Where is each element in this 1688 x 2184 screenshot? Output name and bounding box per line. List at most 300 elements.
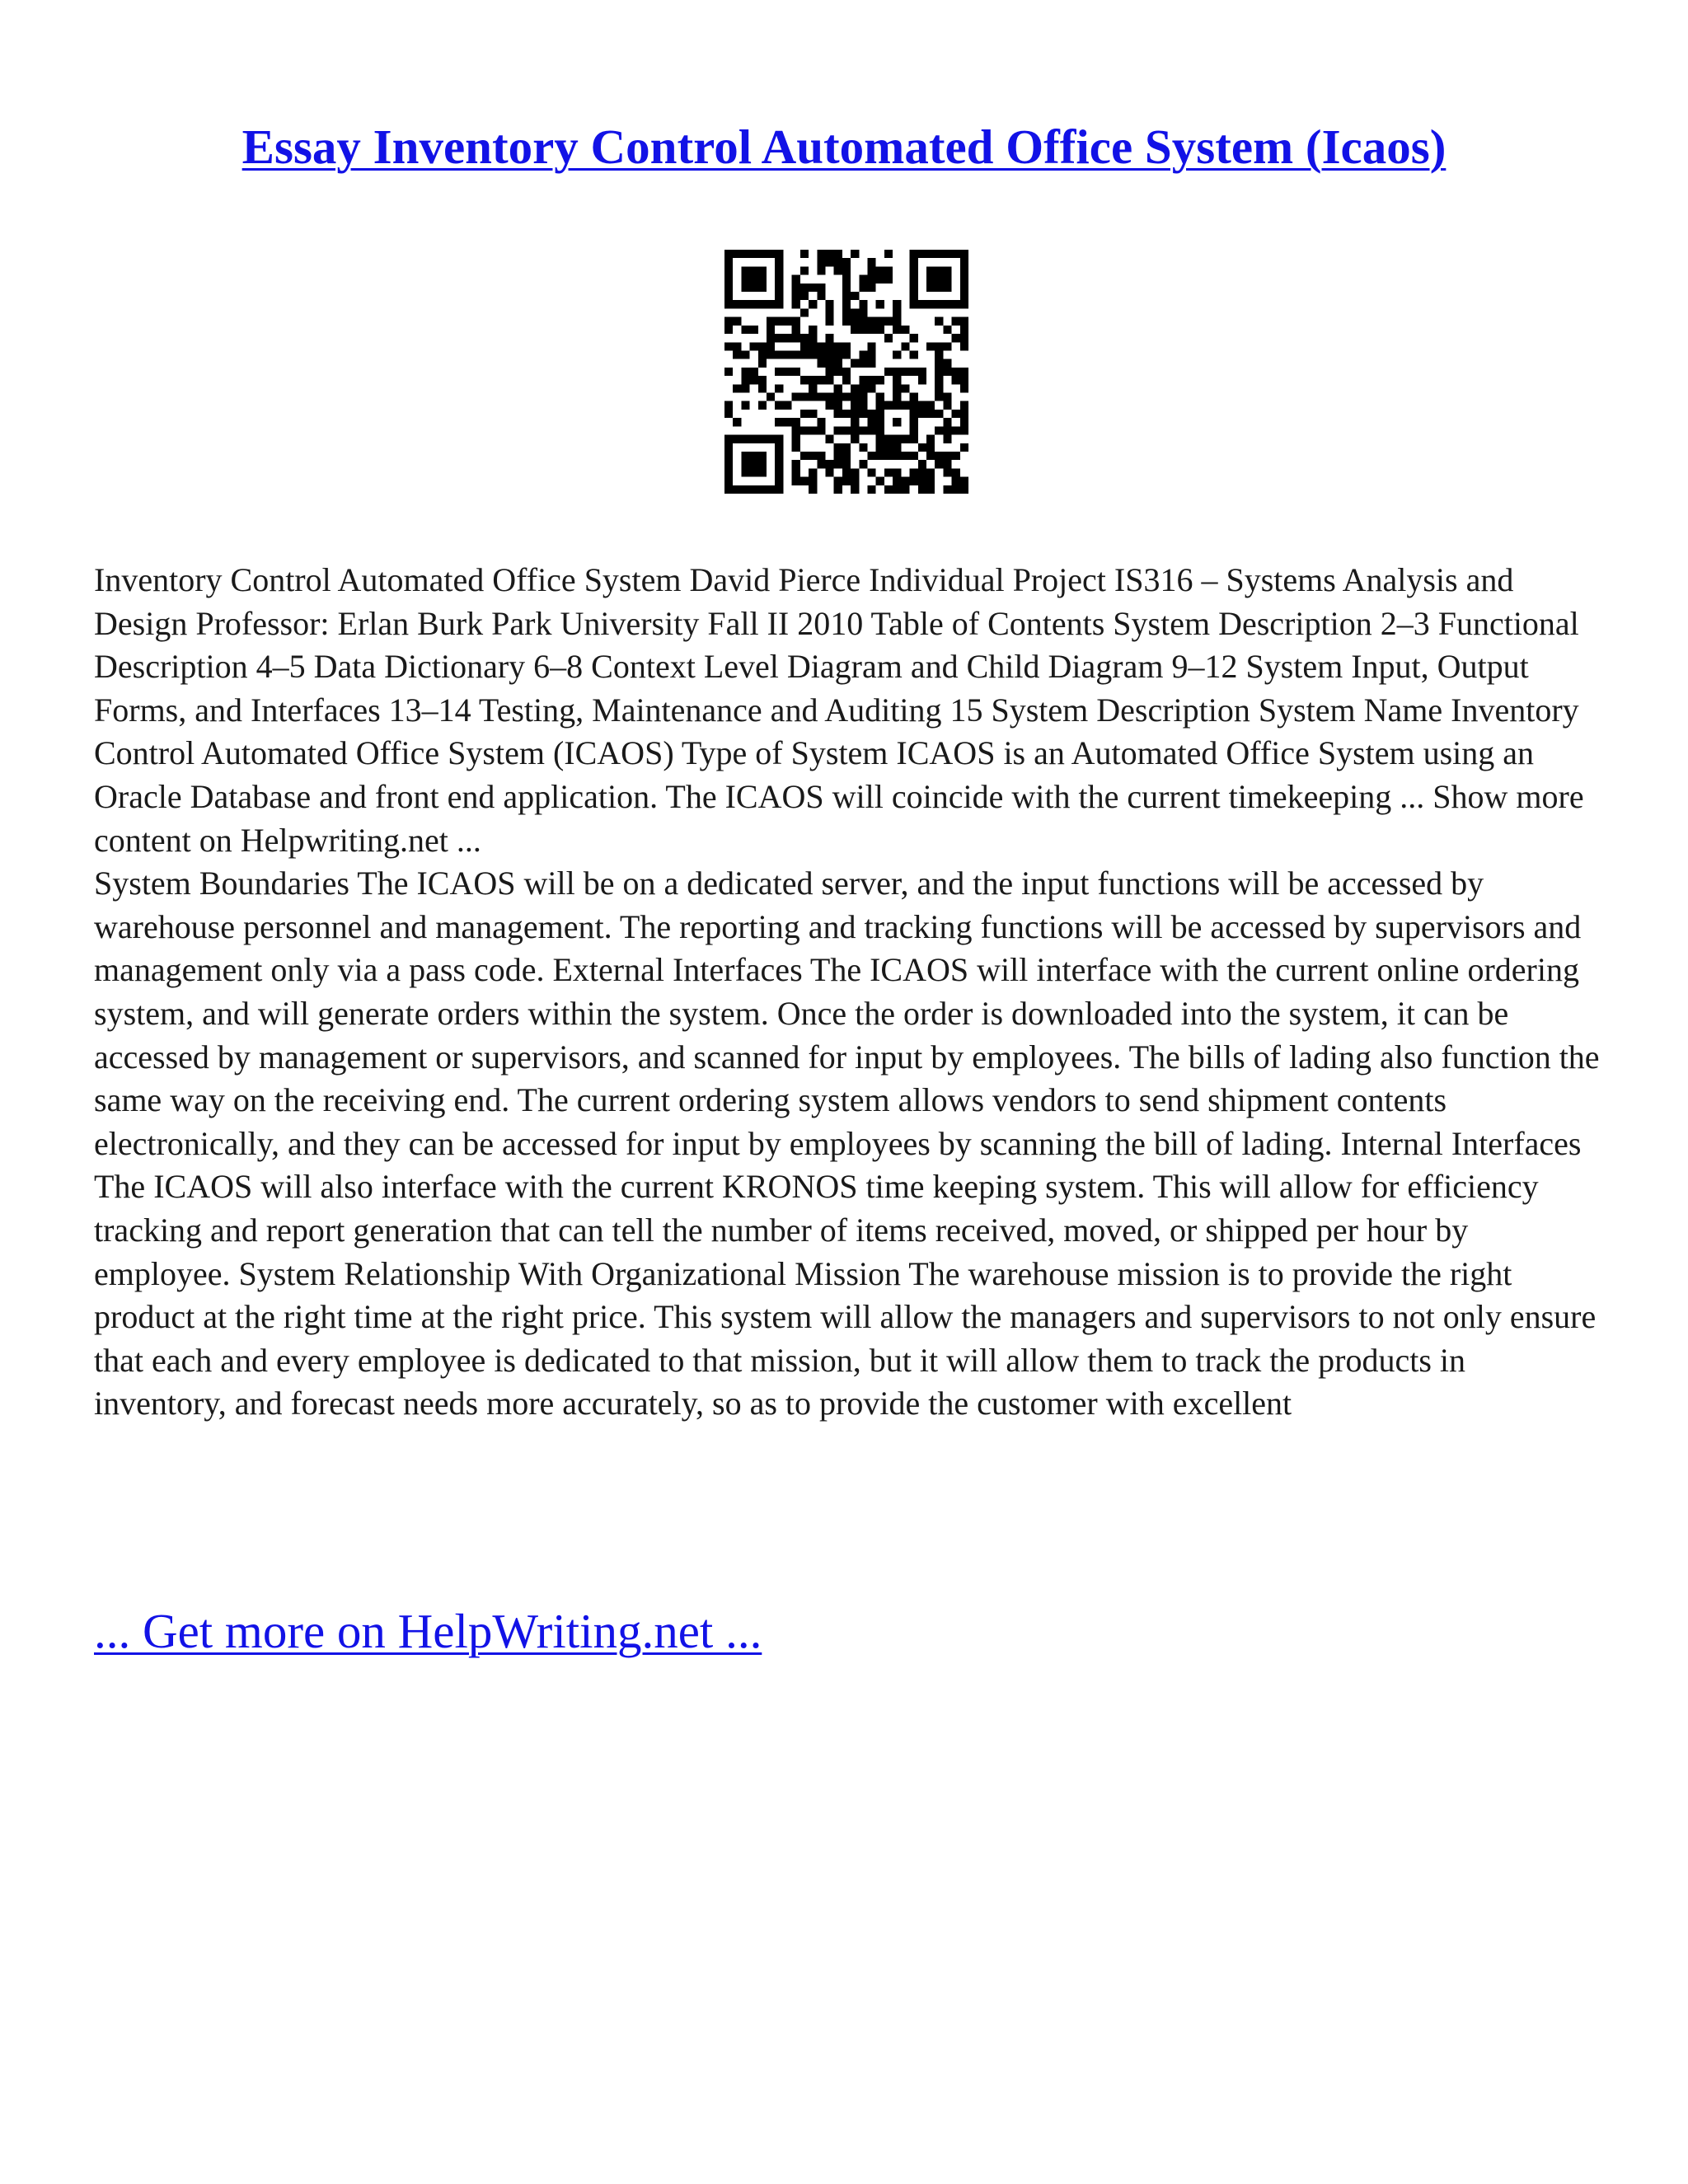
qr-module xyxy=(952,300,960,308)
qr-module xyxy=(767,393,775,401)
qr-module xyxy=(758,359,767,368)
qr-module xyxy=(960,477,968,485)
qr-module xyxy=(800,477,809,485)
qr-module xyxy=(792,284,800,292)
qr-module xyxy=(792,334,800,342)
qr-module xyxy=(750,452,758,460)
qr-module xyxy=(910,435,918,443)
qr-module xyxy=(851,435,859,443)
qr-module xyxy=(817,418,825,426)
qr-module xyxy=(842,308,851,316)
qr-module xyxy=(724,266,733,274)
qr-module xyxy=(884,485,893,494)
qr-module xyxy=(724,368,733,376)
qr-module xyxy=(952,477,960,485)
qr-module xyxy=(910,258,918,266)
qr-module xyxy=(926,401,935,410)
qr-module xyxy=(758,460,767,468)
qr-module xyxy=(935,342,943,350)
qr-module xyxy=(952,410,960,418)
qr-module xyxy=(960,317,968,326)
qr-module xyxy=(910,368,918,376)
qr-module xyxy=(758,468,767,476)
qr-module xyxy=(943,368,951,376)
qr-module xyxy=(960,485,968,494)
qr-module xyxy=(775,258,783,266)
qr-module xyxy=(884,468,893,476)
qr-module xyxy=(893,418,901,426)
qr-module xyxy=(792,368,800,376)
qr-module xyxy=(842,266,851,274)
qr-module xyxy=(893,300,901,308)
qr-module xyxy=(960,334,968,342)
qr-module xyxy=(893,485,901,494)
qr-module xyxy=(817,342,825,350)
qr-module xyxy=(825,359,833,368)
qr-module xyxy=(834,393,842,401)
qr-module xyxy=(842,443,851,452)
qr-module xyxy=(859,410,867,418)
qr-module xyxy=(910,477,918,485)
qr-module xyxy=(750,468,758,476)
qr-module xyxy=(825,258,833,266)
qr-module xyxy=(817,376,825,384)
qr-module xyxy=(767,485,775,494)
qr-module xyxy=(935,300,943,308)
qr-module xyxy=(809,342,817,350)
qr-module xyxy=(775,292,783,300)
qr-module xyxy=(876,418,884,426)
qr-module xyxy=(758,275,767,284)
qr-module xyxy=(901,485,909,494)
qr-module xyxy=(800,350,809,359)
qr-module xyxy=(767,435,775,443)
qr-module xyxy=(750,485,758,494)
qr-module xyxy=(767,350,775,359)
qr-module xyxy=(952,368,960,376)
qr-module xyxy=(724,258,733,266)
qr-module xyxy=(859,376,867,384)
qr-module xyxy=(876,443,884,452)
qr-module xyxy=(918,477,926,485)
qr-module xyxy=(825,401,833,410)
qr-module xyxy=(775,300,783,308)
qr-module xyxy=(775,334,783,342)
qr-module xyxy=(809,426,817,434)
qr-module xyxy=(817,393,825,401)
qr-module xyxy=(884,317,893,326)
qr-module xyxy=(943,426,951,434)
qr-module xyxy=(926,300,935,308)
qr-module xyxy=(775,317,783,326)
qr-module xyxy=(758,342,767,350)
qr-module xyxy=(910,410,918,418)
qr-module xyxy=(893,376,901,384)
qr-module xyxy=(960,250,968,258)
qr-module xyxy=(952,468,960,476)
qr-module xyxy=(960,292,968,300)
qr-module xyxy=(884,401,893,410)
qr-module xyxy=(800,426,809,434)
qr-module xyxy=(750,376,758,384)
qr-module xyxy=(758,401,767,410)
qr-module xyxy=(733,317,741,326)
qr-module xyxy=(842,300,851,308)
qr-module xyxy=(800,393,809,401)
qr-module xyxy=(926,342,935,350)
qr-module xyxy=(851,326,859,334)
qr-module xyxy=(910,401,918,410)
qr-module xyxy=(834,384,842,392)
qr-module xyxy=(952,334,960,342)
qr-module xyxy=(775,350,783,359)
qr-module xyxy=(943,485,951,494)
qr-module xyxy=(842,258,851,266)
qr-module xyxy=(893,477,901,485)
qr-module xyxy=(733,250,741,258)
qr-module xyxy=(741,460,749,468)
qr-module xyxy=(792,426,800,434)
qr-module xyxy=(952,250,960,258)
qr-module xyxy=(960,326,968,334)
qr-module xyxy=(960,300,968,308)
qr-module xyxy=(943,266,951,274)
qr-module xyxy=(724,284,733,292)
qr-module xyxy=(809,393,817,401)
qr-module xyxy=(741,266,749,274)
qr-module xyxy=(851,426,859,434)
qr-module xyxy=(775,452,783,460)
qr-module xyxy=(960,342,968,350)
qr-module xyxy=(809,334,817,342)
qr-module xyxy=(876,376,884,384)
qr-module xyxy=(910,350,918,359)
qr-module xyxy=(741,435,749,443)
qr-module xyxy=(910,418,918,426)
qr-module xyxy=(758,452,767,460)
qr-module xyxy=(834,258,842,266)
qr-module xyxy=(817,452,825,460)
qr-module xyxy=(960,266,968,274)
qr-module xyxy=(868,376,876,384)
essay-paragraph: System Boundaries The ICAOS will be on a dedicated server, and the input functions will be accessed by warehouse personnel and management. The reporting and tracking functions will be accessed by supervisors and management only via a pass code. External Interfaces The ICAOS will interface with the current online ordering system, and will generate orders within the system. Once the order is downloaded into the system, it can be accessed by management or supervisors, and scanned for input by employees. The bills of lading also function the same way on the receiving end. The current ordering system allows vendors to send shipment contents electronically, and they can be accessed for input by employees by scanning the bill of lading. Internal Interfaces The ICAOS will also interface with the current KRONOS time keeping system. This will allow for efficiency tracking and report generation that can tell the number of items received, moved, or shipped per hour by employee. System Relationship With Organizational Mission The warehouse mission is to provide the right product at the right time at the right price. This system will allow the managers and supervisors to not only ensure that each and every employee is dedicated to that mission, but it will allow them to track the products in inventory, and forecast needs more accurately, so as to provide the customer with excellent xyxy=(94,865,1600,1422)
qr-module xyxy=(926,266,935,274)
qr-module xyxy=(918,250,926,258)
qr-module xyxy=(943,401,951,410)
qr-module xyxy=(851,384,859,392)
qr-module xyxy=(800,410,809,418)
qr-module xyxy=(741,284,749,292)
qr-module xyxy=(859,284,867,292)
qr-module xyxy=(935,460,943,468)
qr-module xyxy=(758,284,767,292)
qr-module xyxy=(825,460,833,468)
qr-module xyxy=(851,485,859,494)
qr-module xyxy=(750,368,758,376)
qr-module xyxy=(960,443,968,452)
qr-module xyxy=(859,308,867,316)
qr-module xyxy=(775,368,783,376)
qr-module xyxy=(868,468,876,476)
qr-module xyxy=(825,350,833,359)
qr-module xyxy=(884,275,893,284)
qr-module xyxy=(859,460,867,468)
qr-module xyxy=(750,326,758,334)
qr-module xyxy=(741,401,749,410)
qr-module xyxy=(868,284,876,292)
qr-module xyxy=(910,426,918,434)
qr-module xyxy=(750,342,758,350)
qr-module xyxy=(758,435,767,443)
qr-module xyxy=(767,342,775,350)
qr-module xyxy=(809,410,817,418)
qr-module xyxy=(868,326,876,334)
qr-module xyxy=(901,342,909,350)
qr-module xyxy=(817,426,825,434)
qr-module xyxy=(943,275,951,284)
qr-module xyxy=(876,300,884,308)
qr-module xyxy=(851,359,859,368)
qr-module xyxy=(901,368,909,376)
qr-module xyxy=(775,468,783,476)
qr-module xyxy=(851,317,859,326)
qr-module xyxy=(733,384,741,392)
qr-module xyxy=(834,460,842,468)
qr-module xyxy=(775,485,783,494)
qr-module xyxy=(792,477,800,485)
qr-module xyxy=(851,410,859,418)
qr-module xyxy=(775,250,783,258)
qr-module xyxy=(901,401,909,410)
qr-module xyxy=(926,250,935,258)
qr-module xyxy=(893,468,901,476)
qr-module xyxy=(918,460,926,468)
qr-module xyxy=(893,368,901,376)
qr-module xyxy=(741,468,749,476)
qr-module xyxy=(842,393,851,401)
qr-module xyxy=(960,368,968,376)
get-more-link[interactable]: ... Get more on HelpWriting.net ... xyxy=(94,1604,762,1658)
qr-module xyxy=(910,284,918,292)
qr-module xyxy=(926,284,935,292)
qr-module xyxy=(868,359,876,368)
qr-module xyxy=(792,468,800,476)
qr-module xyxy=(842,368,851,376)
qr-module xyxy=(842,410,851,418)
qr-module xyxy=(733,350,741,359)
qr-module xyxy=(842,468,851,476)
qr-module xyxy=(741,300,749,308)
qr-module xyxy=(733,485,741,494)
qr-module xyxy=(792,292,800,300)
qr-code-icon xyxy=(724,250,968,494)
qr-module xyxy=(876,266,884,274)
qr-module xyxy=(868,426,876,434)
qr-module xyxy=(901,326,909,334)
qr-module xyxy=(750,250,758,258)
qr-module xyxy=(960,384,968,392)
qr-module xyxy=(851,308,859,316)
qr-module xyxy=(783,334,791,342)
qr-module xyxy=(741,452,749,460)
qr-module xyxy=(775,477,783,485)
qr-module xyxy=(724,485,733,494)
qr-module xyxy=(792,300,800,308)
qr-module xyxy=(834,250,842,258)
qr-module xyxy=(868,452,876,460)
qr-module xyxy=(926,485,935,494)
qr-module xyxy=(910,250,918,258)
qr-module xyxy=(792,418,800,426)
qr-module xyxy=(876,393,884,401)
qr-module xyxy=(724,326,733,334)
qr-module xyxy=(758,384,767,392)
qr-module xyxy=(901,452,909,460)
qr-module xyxy=(884,452,893,460)
qr-module xyxy=(817,250,825,258)
qr-module xyxy=(943,284,951,292)
qr-module xyxy=(733,418,741,426)
qr-module xyxy=(859,393,867,401)
qr-module xyxy=(758,485,767,494)
qr-module xyxy=(859,350,867,359)
qr-module xyxy=(825,376,833,384)
qr-module xyxy=(884,250,893,258)
qr-module xyxy=(859,426,867,434)
qr-module xyxy=(910,393,918,401)
qr-module xyxy=(893,452,901,460)
qr-module xyxy=(758,266,767,274)
qr-module xyxy=(750,300,758,308)
document-title-link[interactable]: Essay Inventory Control Automated Office System (Icaos) xyxy=(241,120,1447,174)
qr-module xyxy=(741,326,749,334)
qr-module xyxy=(943,460,951,468)
qr-module xyxy=(783,368,791,376)
qr-module xyxy=(910,275,918,284)
qr-module xyxy=(809,384,817,392)
qr-module xyxy=(901,477,909,485)
qr-module xyxy=(893,350,901,359)
qr-module xyxy=(842,376,851,384)
qr-module xyxy=(825,250,833,258)
qr-module xyxy=(960,418,968,426)
qr-module xyxy=(868,258,876,266)
qr-module xyxy=(809,468,817,476)
qr-module xyxy=(767,317,775,326)
qr-module xyxy=(935,384,943,392)
qr-module xyxy=(825,368,833,376)
qr-module xyxy=(775,443,783,452)
qr-module xyxy=(758,250,767,258)
qr-module xyxy=(893,393,901,401)
qr-module xyxy=(809,350,817,359)
qr-module xyxy=(935,275,943,284)
qr-module xyxy=(935,250,943,258)
qr-module xyxy=(758,350,767,359)
qr-module xyxy=(868,266,876,274)
qr-module xyxy=(775,266,783,274)
qr-module xyxy=(868,317,876,326)
qr-module xyxy=(851,468,859,476)
qr-module xyxy=(817,284,825,292)
qr-module xyxy=(960,284,968,292)
qr-module xyxy=(842,350,851,359)
qr-module xyxy=(952,376,960,384)
qr-module xyxy=(792,435,800,443)
qr-module xyxy=(834,359,842,368)
qr-module xyxy=(876,426,884,434)
qr-module xyxy=(859,275,867,284)
qr-module xyxy=(943,452,951,460)
qr-module xyxy=(733,435,741,443)
qr-module xyxy=(842,477,851,485)
qr-module xyxy=(893,384,901,392)
qr-module xyxy=(935,376,943,384)
qr-module xyxy=(809,485,817,494)
qr-module xyxy=(809,376,817,384)
qr-module xyxy=(859,359,867,368)
qr-module xyxy=(741,485,749,494)
qr-module xyxy=(901,435,909,443)
qr-module xyxy=(834,266,842,274)
qr-module xyxy=(952,452,960,460)
qr-module xyxy=(724,250,733,258)
qr-module xyxy=(724,452,733,460)
qr-module xyxy=(918,376,926,384)
qr-module xyxy=(724,410,733,418)
qr-module xyxy=(918,300,926,308)
qr-module xyxy=(724,342,733,350)
qr-module xyxy=(859,300,867,308)
qr-module xyxy=(859,401,867,410)
qr-module xyxy=(800,308,809,316)
qr-module xyxy=(767,326,775,334)
qr-module xyxy=(775,401,783,410)
qr-module xyxy=(767,250,775,258)
qr-module xyxy=(842,426,851,434)
qr-module xyxy=(851,250,859,258)
qr-module xyxy=(960,401,968,410)
qr-module xyxy=(943,393,951,401)
qr-module xyxy=(960,426,968,434)
qr-module xyxy=(741,250,749,258)
qr-module xyxy=(724,275,733,284)
qr-module xyxy=(918,485,926,494)
qr-module xyxy=(960,376,968,384)
qr-module xyxy=(825,334,833,342)
qr-module xyxy=(825,317,833,326)
qr-module xyxy=(767,300,775,308)
qr-module xyxy=(783,317,791,326)
qr-module xyxy=(893,443,901,452)
qr-module xyxy=(926,410,935,418)
qr-module xyxy=(868,275,876,284)
qr-module xyxy=(943,359,951,368)
qr-module xyxy=(868,485,876,494)
qr-module xyxy=(935,452,943,460)
qr-module xyxy=(926,275,935,284)
qr-module xyxy=(851,418,859,426)
qr-module xyxy=(868,410,876,418)
qr-module xyxy=(775,418,783,426)
qr-module xyxy=(809,284,817,292)
qr-module xyxy=(800,452,809,460)
qr-module xyxy=(783,350,791,359)
qr-module xyxy=(859,326,867,334)
qr-module xyxy=(842,292,851,300)
qr-module xyxy=(943,326,951,334)
qr-module xyxy=(884,435,893,443)
